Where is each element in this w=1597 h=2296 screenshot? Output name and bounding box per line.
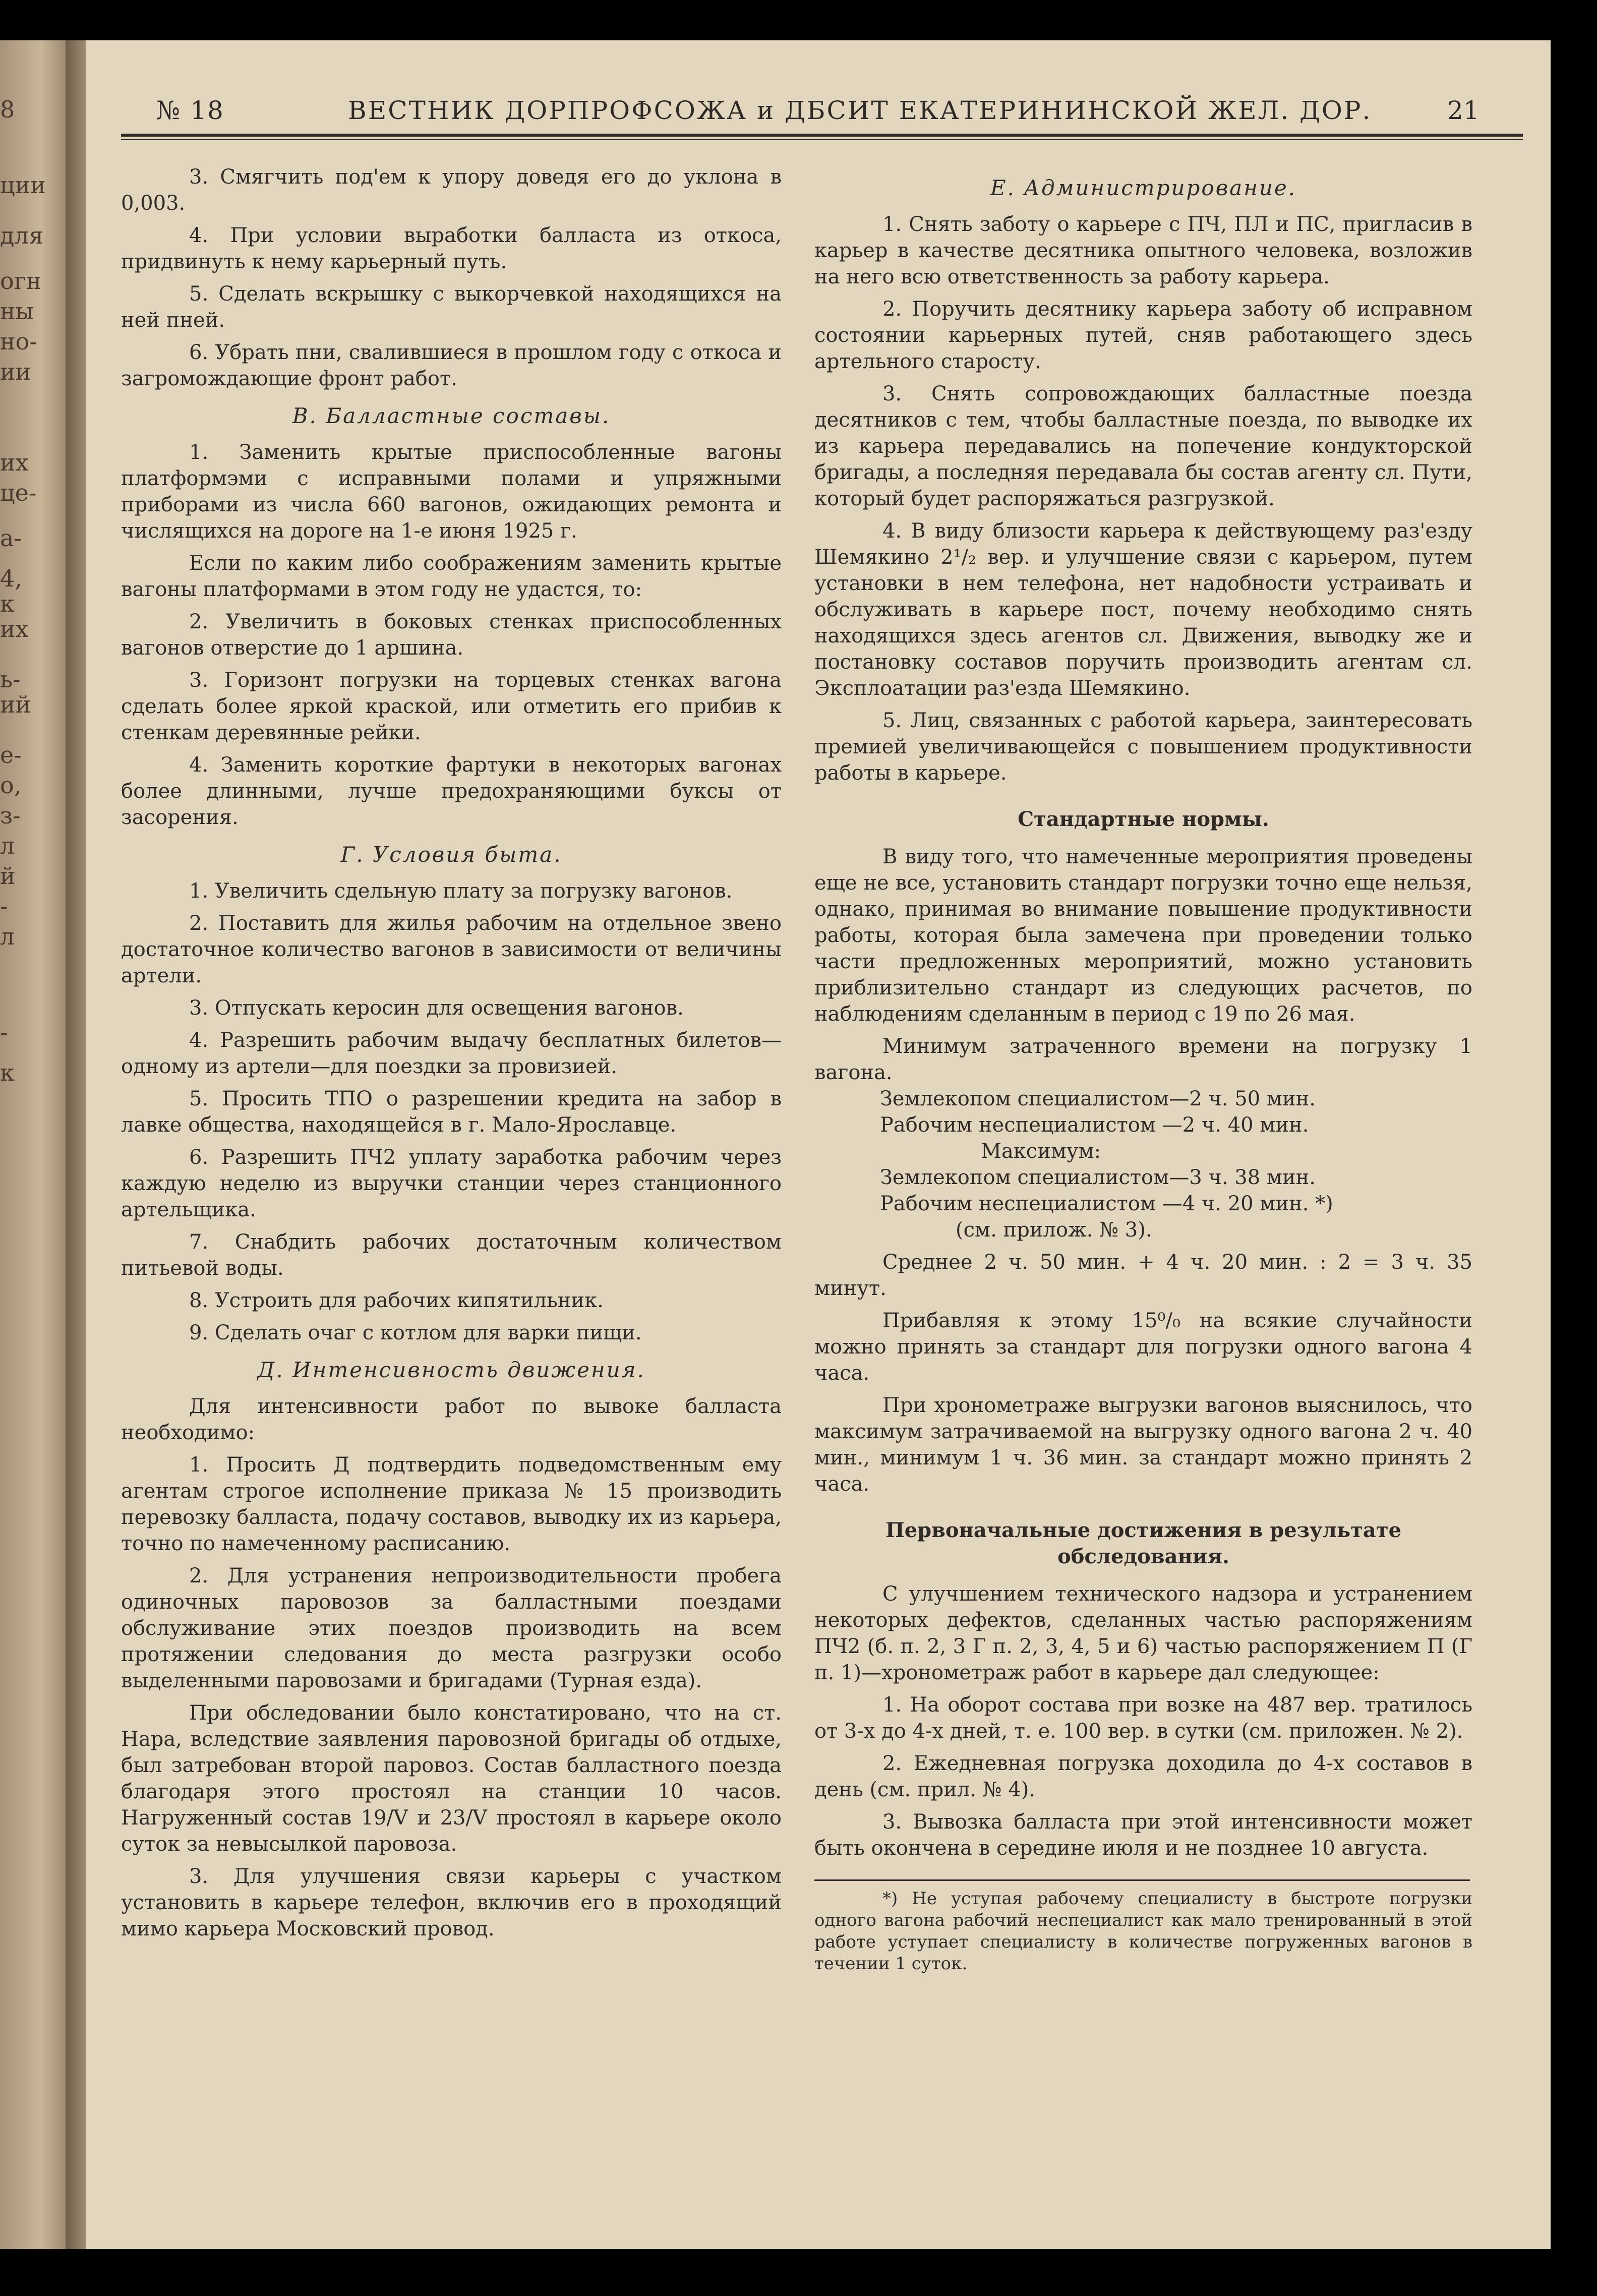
paragraph: Землекопом специалистом—2 ч. 50 мин.	[880, 1087, 1316, 1110]
margin-fragment: а-	[0, 524, 22, 552]
paragraph: 2. Поручить десятнику карьера заботу об исправном состоянии карьерных путей, сняв работающего здесь артельного старосту.	[814, 298, 1472, 373]
paragraph: 3. Отпускать керосин для освещения вагонов.	[189, 996, 684, 1020]
section-heading: В. Балластные составы.	[292, 403, 611, 428]
paragraph: Землекопом специалистом—3 ч. 38 мин.	[880, 1166, 1316, 1189]
margin-fragment: к	[0, 1059, 15, 1086]
paragraph: 3. Вывозка балласта при этой интенсивности может быть окончена в середине июля и не позднее 10 августа.	[814, 1810, 1472, 1860]
margin-fragment: ции	[0, 171, 46, 199]
journal-title: ВЕСТНИК ДОРПРОФСОЖА и ДБСИТ ЕКАТЕРИНИНСКОЙ ЖЕЛ. ДОР.	[348, 96, 1372, 125]
section-heading: Г. Условия быта.	[340, 842, 562, 867]
margin-fragment: их	[0, 449, 29, 476]
paragraph: 2. Ежедневная погрузка доходила до 4-х составов в день (см. прил. № 4).	[814, 1752, 1472, 1801]
paragraph: 1. На оборот состава при возке на 487 вер. тратилось от 3-х до 4-х дней, т. е. 100 вер. в сутки (см. приложен. № 2).	[814, 1693, 1472, 1743]
margin-fragment: це-	[0, 479, 37, 506]
paragraph: 4. Заменить короткие фартуки в некоторых вагонах более длинными, лучше предохраняющими буксы от засорения.	[121, 753, 782, 829]
margin-fragment: для	[0, 222, 44, 249]
margin-fragment: их	[0, 615, 29, 642]
paragraph: 8. Устроить для рабочих кипятильник.	[189, 1289, 604, 1312]
paragraph: При хронометраже выгрузки вагонов выяснилось, что максимум затрачиваемой на выгрузку одного вагона 2 ч. 40 мин., минимум 1 ч. 36 мин. за стандарт можно принять 2 часа.	[814, 1394, 1472, 1496]
margin-fragment: л	[0, 832, 15, 859]
paragraph: 5. Сделать вскрышку с выкорчевкой находящихся на ней пней.	[121, 282, 782, 332]
margin-fragment: огн	[0, 267, 42, 295]
paragraph: 5. Просить ТПО о разрешении кредита на забор в лавке общества, находящейся в г. Мало-Ярославце.	[121, 1087, 782, 1137]
margin-fragment: ны	[0, 298, 34, 325]
paragraph: Для интенсивности работ по вывоке балласта необходимо:	[121, 1395, 782, 1444]
paragraph: Среднее 2 ч. 50 мин. + 4 ч. 20 мин. : 2 = 3 ч. 35 минут.	[814, 1251, 1472, 1300]
paragraph: 3. Смягчить под'ем к упору доведя его до уклона в 0,003.	[121, 165, 782, 215]
paragraph: Рабочим неспециалистом —2 ч. 40 мин.	[880, 1113, 1309, 1137]
paragraph: 1. Снять заботу о карьере с ПЧ, ПЛ и ПС, пригласив в карьер в качестве десятника опытного человека, возложив на него всю ответственность за работу карьера.	[814, 213, 1472, 288]
margin-fragment: ии	[0, 358, 31, 385]
page-number: 21	[1447, 96, 1480, 125]
header-rule-thin	[121, 139, 1523, 140]
paragraph: В виду того, что намеченные мероприятия проведены еще не все, установить стандарт погрузки точно еще нельзя, однако, принимая во внимание повышение продуктивности работы, которая была замечена при проведении только части предложенных мероприятий, можно установить приблизительно стандарт из следующих расчетов, по наблюдениям сделанным в период с 19 по 26 мая.	[814, 845, 1472, 1026]
paragraph: 5. Лиц, связанных с работой карьера, заинтересовать премией увеличивающейся с повышением продуктивности работы в карьере.	[814, 709, 1472, 785]
margin-fragment: 4,	[0, 565, 22, 592]
paragraph: 1. Просить Д подтвердить подведомственным ему агентам строгое исполнение приказа № 15 производить перевозку балласта, подачу составов, выводку их из карьера, точно по намеченному расписанию.	[121, 1453, 782, 1555]
paragraph: Если по каким либо соображениям заменить крытые вагоны платформами в этом году не удастся, то:	[121, 552, 782, 601]
paragraph: 3. Для улучшения связи карьеры с участком установить в карьере телефон, включив его в проходящий мимо карьера Московский провод.	[121, 1865, 782, 1940]
margin-fragment: -	[0, 893, 8, 920]
paragraph: 2. Для устранения непроизводительности пробега одиночных паровозов за балластными поездами обслуживание этих поездов производить на всем протяжении следования до места разгрузки особо выделенными паровозами и бригадами (Турная езда).	[121, 1564, 782, 1692]
paragraph: С улучшением технического надзора и устранением некоторых дефектов, сделанных частью распоряжениям ПЧ2 (б. п. 2, 3 Г п. 2, 3, 4, 5 и 6) частью распоряжением П (Г п. 1)—хронометраж работ в карьере дал следующее:	[814, 1582, 1472, 1684]
margin-fragment: й	[0, 862, 16, 890]
section-heading: Д. Интенсивность движения.	[257, 1358, 645, 1382]
footnote-rule	[814, 1879, 1470, 1881]
margin-fragment: ь-	[0, 666, 21, 693]
paragraph: Минимум затраченного времени на погрузку 1 вагона.	[814, 1035, 1472, 1084]
paragraph: 6. Разрешить ПЧ2 уплату заработка рабочим через каждую неделю из выручки станции через станционного артельщика.	[121, 1146, 782, 1221]
right-column	[814, 164, 1472, 1981]
paragraph: 1. Увеличить сдельную плату за погрузку вагонов.	[189, 879, 733, 903]
paragraph: 1. Заменить крытые приспособленные вагоны платформэми с исправными полами и упряжными приборами из числа 660 вагонов, ожидающих ремонта и числящихся на дороге на 1-е июня 1925 г.	[121, 441, 782, 543]
section-heading: Е. Администрирование.	[990, 175, 1297, 200]
margin-fragment: з-	[0, 802, 21, 829]
margin-fragment: 8	[0, 96, 15, 123]
paragraph: 3. Снять сопровождающих балластные поезда десятников с тем, чтобы балластные поезда, по выводке их из карьера передавались на попечение кондукторской бригады, а последняя передавала бы состав агенту сл. Пути, который будет распоряжаться разгрузкой.	[814, 382, 1472, 510]
margin-fragment: о,	[0, 772, 22, 799]
paragraph: (см. прилож. № 3).	[956, 1218, 1152, 1242]
paragraph: 4. В виду близости карьера к действующему раз'езду Шемякино 2¹/₂ вер. и улучшение связи с карьером, путем установки в нем телефона, нет надобности устраивать и обслуживать в карьере пост, почему необходимо снять находящихся здесь агентов сл. Движения, выводку же и постановку составов поручить производить агентам сл. Эксплоатации раз'езда Шемякино.	[814, 519, 1472, 700]
previous-page-edge	[0, 40, 76, 2249]
running-header	[121, 96, 1523, 131]
margin-fragment: -	[0, 1019, 8, 1046]
paragraph: 6. Убрать пни, свалившиеся в прошлом году с откоса и загромождающие фронт работ.	[121, 341, 782, 390]
paragraph: 2. Поставить для жилья рабочим на отдельное звено достаточное количество вагонов в зависимости от величины артели.	[121, 912, 782, 987]
paragraph: 2. Увеличить в боковых стенках приспособленных вагонов отверстие до 1 аршина.	[121, 610, 782, 660]
left-column	[121, 164, 782, 1948]
issue-number: № 18	[156, 96, 224, 125]
margin-fragment: л	[0, 923, 15, 950]
section-heading-bold: Первоначальные достижения в результате обследования.	[885, 1518, 1402, 1568]
margin-fragment: но-	[0, 328, 37, 355]
margin-fragment: ий	[0, 691, 31, 718]
paragraph: 4. Разрешить рабочим выдачу бесплатных билетов—одному из артели—для поездки за провизией.	[121, 1029, 782, 1078]
paragraph: 4. При условии выработки балласта из откоса, придвинуть к нему карьерный путь.	[121, 224, 782, 273]
paragraph: 9. Сделать очаг с котлом для варки пищи.	[189, 1321, 642, 1344]
paragraph: Максимум:	[981, 1140, 1101, 1163]
journal-page	[86, 40, 1551, 2249]
paragraph: 3. Горизонт погрузки на торцевых стенках вагона сделать более яркой краской, или отметить его прибив к стенкам деревянные рейки.	[121, 669, 782, 744]
footnote: *) Не уступая рабочему специалисту в быстроте погрузки одного вагона рабочий неспециалист как мало тренированный в этой работе уступает специалисту в количестве погруженных вагонов в течении 1 суток.	[814, 1889, 1472, 1974]
paragraph: Рабочим неспециалистом —4 ч. 20 мин. *)	[880, 1192, 1333, 1215]
header-rule-thick	[121, 134, 1523, 137]
paragraph: 7. Снабдить рабочих достаточным количеством питьевой воды.	[121, 1230, 782, 1280]
margin-fragment: к	[0, 590, 15, 617]
section-heading-bold: Стандартные нормы.	[1018, 807, 1269, 831]
paragraph: При обследовании было констатировано, что на ст. Нара, вследствие заявления паровозной бригады об отдыхе, был затребован второй паровоз. Состав балластного поезда благодаря этого простоял на станции 10 часов. Нагруженный состав 19/V и 23/V простоял в карьере около суток за невысылкой паровоза.	[121, 1701, 782, 1856]
margin-fragment: е-	[0, 741, 22, 769]
paragraph: Прибавляя к этому 15⁰/₀ на всякие случайности можно принять за стандарт для погрузки одного вагона 4 часа.	[814, 1309, 1472, 1385]
